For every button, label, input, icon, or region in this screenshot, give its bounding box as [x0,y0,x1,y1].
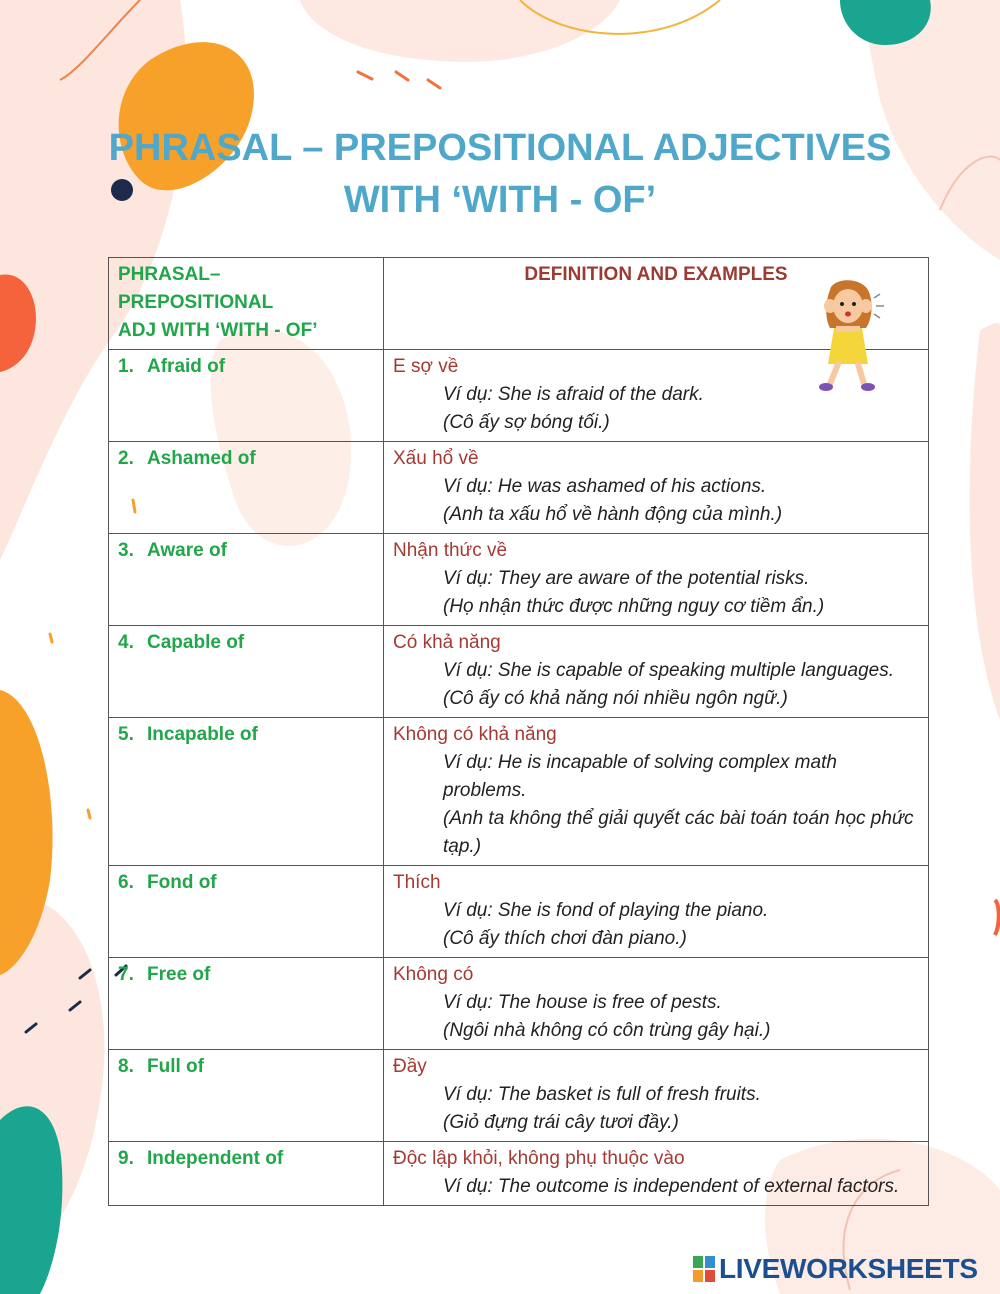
term-label: Fond of [147,872,217,893]
translation-text: (Cô ấy có khả năng nói nhiều ngôn ngữ.) [443,688,788,709]
example-text: Ví dụ: The basket is full of fresh fruits. [443,1084,761,1105]
table-row [109,350,929,442]
term-cell [109,350,384,442]
definition-text: Độc lập khỏi, không phụ thuộc vào [393,1148,685,1169]
translation-text: (Cô ấy sợ bóng tối.) [443,412,610,433]
header-col-term [109,258,384,350]
table-row [109,718,929,866]
definition-text: Có khả năng [393,632,501,653]
term-number: 4. [118,632,134,653]
definition-cell [384,1050,929,1142]
definition-text: Đầy [393,1056,427,1077]
definition-cell [384,534,929,626]
term-number: 8. [118,1056,134,1077]
table-row [109,442,929,534]
table-row [109,866,929,958]
term-number: 5. [118,724,134,745]
term-cell [109,534,384,626]
term-number: 6. [118,872,134,893]
example-text: Ví dụ: She is afraid of the dark. [443,384,704,405]
vocabulary-table [108,257,929,1206]
term-label: Independent of [147,1148,284,1169]
table-row [109,1050,929,1142]
term-cell [109,718,384,866]
term-label: Incapable of [147,724,258,745]
definition-cell [384,866,929,958]
definition-text: Thích [393,872,441,893]
example-text: Ví dụ: The house is free of pests. [443,992,722,1013]
term-number: 1. [118,356,134,377]
table-row [109,534,929,626]
term-number: 7. [118,964,134,985]
example-text: Ví dụ: The outcome is independent of external factors. [443,1176,900,1197]
term-label: Full of [147,1056,204,1077]
page-title-line2: WITH ‘WITH - OF’ [343,179,657,221]
translation-text: (Họ nhận thức được những nguy cơ tiềm ẩn.) [443,596,825,617]
page-title [60,122,940,226]
example-text: Ví dụ: They are aware of the potential risks. [443,568,810,589]
definition-cell [384,1142,929,1206]
translation-text: (Anh ta xấu hổ về hành động của mình.) [443,504,783,525]
example-text: Ví dụ: She is capable of speaking multiple languages. [443,660,895,681]
term-label: Free of [147,964,211,985]
example-text: Ví dụ: He was ashamed of his actions. [443,476,767,497]
header-col-definition: DEFINITION AND EXAMPLES [384,258,929,350]
definition-text: Xấu hổ về [393,448,479,469]
translation-text: (Cô ấy thích chơi đàn piano.) [443,928,687,949]
page-title-line1: PHRASAL – PREPOSITIONAL ADJECTIVES [108,127,892,169]
liveworksheets-logo-text: LIVEWORKSHEETS [719,1253,978,1284]
term-cell [109,1050,384,1142]
example-text: Ví dụ: She is fond of playing the piano. [443,900,769,921]
definition-cell [384,626,929,718]
example-text: Ví dụ: He is incapable of solving complex math problems. [443,752,837,801]
table-header-row [109,258,929,350]
definition-cell [384,958,929,1050]
term-label: Afraid of [147,356,226,377]
term-cell [109,866,384,958]
term-cell [109,442,384,534]
definition-cell [384,718,929,866]
translation-text: (Anh ta không thể giải quyết các bài toán toán học phức tạp.) [443,808,914,857]
term-number: 2. [118,448,134,469]
table-row [109,626,929,718]
translation-text: (Giỏ đựng trái cây tươi đầy.) [443,1112,679,1133]
term-label: Ashamed of [147,448,256,469]
table-row [109,958,929,1050]
definition-text: Nhận thức về [393,540,508,561]
definition-cell [384,442,929,534]
term-number: 9. [118,1148,134,1169]
term-cell [109,958,384,1050]
term-number: 3. [118,540,134,561]
liveworksheets-logo [693,1252,978,1286]
liveworksheets-logo-icon [693,1256,715,1282]
translation-text: (Ngôi nhà không có côn trùng gây hại.) [443,1020,771,1041]
term-label: Aware of [147,540,227,561]
header-col-term-line1: PHRASAL–PREPOSITIONAL [118,264,274,313]
term-cell [109,1142,384,1206]
term-label: Capable of [147,632,245,653]
definition-text: E sợ về [393,356,459,377]
term-cell [109,626,384,718]
header-col-term-line2: ADJ WITH ‘WITH - OF’ [118,320,318,341]
definition-text: Không có khả năng [393,724,557,745]
definition-text: Không có [393,964,474,985]
scared-girl-illustration [808,276,888,396]
table-row [109,1142,929,1206]
